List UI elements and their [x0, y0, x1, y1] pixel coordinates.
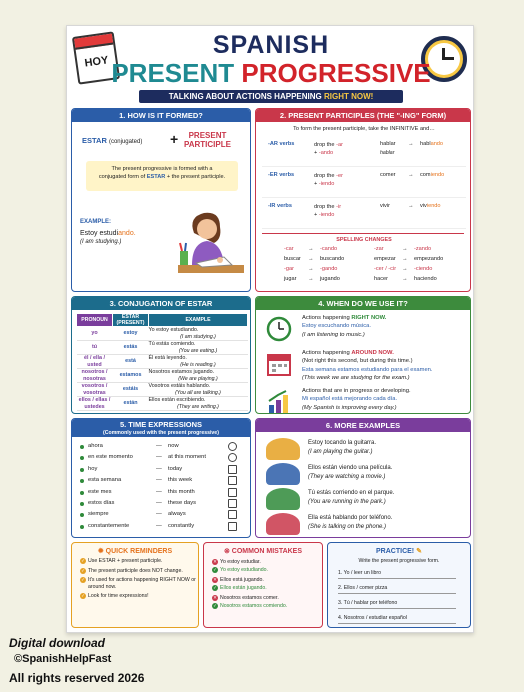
mistakes-title-text: COMMON MISTAKES	[231, 548, 303, 555]
time-row	[78, 523, 248, 533]
student-studying-illustration	[174, 205, 246, 285]
conjugated-note: (conjugated)	[108, 139, 143, 145]
rule-add: -ando	[318, 150, 334, 157]
conjugation-row	[77, 397, 248, 411]
time-row	[78, 511, 248, 521]
ending: iendo	[430, 172, 445, 178]
wrong-sentence: Ellos está jugando.	[220, 577, 264, 583]
practice-intro: Write the present progressive form.	[358, 558, 440, 564]
example-text	[308, 439, 376, 458]
stem: viv	[420, 203, 427, 209]
dash: —	[156, 443, 162, 449]
spelling-cell: empezar	[374, 256, 396, 262]
time-en: at this moment	[168, 454, 207, 461]
check-icon: ✓	[81, 567, 85, 573]
spelling-row	[262, 246, 466, 256]
title-line1: SPANISH	[212, 31, 330, 59]
conjugation-row	[77, 369, 248, 383]
x-circle-icon: ⊗	[223, 548, 232, 555]
time-en: this month	[168, 488, 195, 495]
spelling-cell: haciendo	[414, 276, 437, 282]
practice-prompt: 4. Nosotros / estudiar español	[338, 615, 407, 621]
dash: —	[156, 511, 162, 518]
spelling-cell: →	[308, 256, 314, 262]
time-en: this week	[168, 477, 193, 484]
common-mistakes	[203, 542, 323, 628]
use-heading-b: RIGHT NOW.	[351, 315, 387, 321]
estar-word: ESTAR	[82, 136, 107, 145]
spelling-cell: jugando	[320, 276, 340, 282]
use-heading	[302, 349, 468, 357]
rule	[314, 141, 343, 158]
conjugation-table	[76, 313, 248, 411]
bullet-icon	[80, 445, 84, 449]
pronoun: nosotros / nosotras	[77, 369, 113, 383]
mistakes-title	[204, 547, 322, 555]
practice-item	[338, 570, 456, 579]
use-heading: Actions that are in progress or developing.	[302, 388, 411, 394]
practice-item	[338, 585, 456, 594]
col-pronoun: PRONOUN	[77, 314, 113, 327]
example-participle	[420, 203, 441, 209]
rule-a: drop the	[314, 173, 337, 179]
example-es: Vosotros estáis hablando.	[148, 383, 211, 390]
bullet-icon	[80, 468, 84, 472]
time-es: este mes	[88, 488, 112, 495]
spelling-cell: →	[308, 246, 314, 252]
time-row	[78, 443, 248, 453]
rule-add: -iendo	[318, 212, 335, 219]
mistake-item	[212, 567, 322, 574]
practice-item	[338, 615, 456, 624]
check-icon: ✓	[213, 584, 217, 590]
example-es: Estoy tocando la guitarra.	[308, 440, 377, 446]
time-en: now	[168, 443, 179, 449]
dash: —	[156, 500, 162, 506]
growth-chart-icon	[266, 389, 292, 414]
explanation-box	[86, 161, 238, 191]
participle-line2: PARTICIPLE	[184, 140, 231, 150]
use-heading-a: Actions happening	[302, 315, 352, 321]
pronoun: ellos / ellas / ustedes	[77, 397, 113, 411]
participles-intro: To form the present participle, take the INFINITIVE and…	[293, 126, 435, 132]
pronoun: vosotros / vosotras	[77, 383, 113, 397]
reminder-text: Use ESTAR + present participle.	[88, 558, 163, 564]
check-icon: ✓	[213, 602, 217, 608]
time-row	[78, 454, 248, 464]
section-conjugation-estar	[71, 296, 251, 414]
formula-participle	[184, 131, 231, 149]
example-text	[308, 514, 392, 533]
practice-item	[338, 600, 456, 609]
correct-sentence: Ellos están jugando.	[220, 584, 267, 591]
formula	[80, 129, 244, 153]
practice-prompt: 2. Ellos / comer pizza	[338, 585, 388, 591]
example-ending: ando.	[118, 230, 136, 237]
estar-form: estás	[113, 341, 149, 355]
time-icon	[228, 453, 237, 462]
example-block	[80, 219, 170, 245]
check-icon: ✓	[213, 566, 217, 572]
time-icon	[228, 499, 237, 508]
example-translation: (I am studying.)	[80, 239, 122, 245]
person-illustration	[266, 488, 300, 510]
example-item	[262, 437, 466, 461]
reminder-item	[80, 568, 198, 575]
reminder-item	[80, 577, 198, 590]
use-heading-a: Actions happening	[302, 350, 352, 356]
person-illustration	[266, 513, 300, 535]
subtitle-text: TALKING ABOUT ACTIONS HAPPENING	[168, 92, 324, 101]
example-cell	[149, 397, 248, 411]
formula-estar	[82, 136, 142, 145]
example-participle	[420, 141, 443, 147]
participle-row	[262, 199, 466, 229]
use-item-around-now	[262, 349, 466, 387]
section-title: 4. WHEN DO WE USE IT?	[256, 297, 470, 310]
spelling-cell: →	[402, 256, 408, 262]
quick-reminders	[71, 542, 199, 628]
bullet-icon	[80, 513, 84, 517]
time-row	[78, 466, 248, 476]
stem: com	[420, 172, 431, 178]
section-how-formed	[71, 108, 251, 292]
time-en: these days	[168, 500, 197, 506]
spelling-cell: -gando	[320, 266, 338, 272]
dash: —	[156, 488, 162, 495]
explanation-b: conjugated form of	[98, 174, 147, 181]
rule-b: +	[314, 212, 319, 219]
participle-row	[262, 137, 466, 167]
dash: —	[156, 477, 162, 484]
spelling-cell: -gar	[284, 266, 294, 272]
example-en: (We are playing.)	[178, 375, 218, 382]
use-example: Mi español está mejorando cada día.	[302, 396, 398, 403]
spelling-cell: →	[402, 266, 408, 272]
example-en: (You are running in the park.)	[308, 499, 386, 506]
pronoun: él / ella / usted	[77, 355, 113, 369]
spelling-title: SPELLING CHANGES	[336, 237, 392, 243]
arrow: →	[408, 172, 414, 178]
example-text	[308, 489, 394, 508]
example-item	[262, 487, 466, 511]
section-time-expressions	[71, 418, 251, 538]
example-cell	[149, 341, 248, 355]
person-illustration	[266, 438, 300, 460]
plus-sign: +	[170, 131, 179, 147]
time-es: en este momento	[88, 454, 133, 461]
time-icon	[228, 510, 237, 519]
stem: habl	[420, 141, 431, 147]
arrow: →	[408, 203, 414, 209]
pronoun: tú	[77, 341, 113, 355]
example-en: (You all are talking.)	[175, 389, 221, 396]
use-translation: (My Spanish is improving every day.)	[302, 404, 397, 411]
use-translation: (This week we are studying for the exam.)	[302, 375, 410, 382]
participle-line1: PRESENT	[188, 131, 227, 140]
time-es: estos días	[88, 500, 115, 506]
time-row	[78, 477, 248, 487]
time-es: hoy	[88, 465, 98, 472]
calendar-label: HOY	[83, 54, 110, 70]
reminder-text: It's used for actions happening RIGHT NOW or around now.	[88, 577, 196, 590]
reminders-title-text: QUICK REMINDERS	[105, 548, 173, 555]
x-icon: ✕	[213, 577, 217, 582]
rule-b: +	[314, 150, 319, 157]
example-sub: hablar	[380, 150, 395, 156]
bullet-icon	[80, 491, 84, 495]
time-icon	[228, 476, 237, 485]
section-title: 2. PRESENT PARTICIPLES (THE "-ING" FORM)	[256, 109, 470, 122]
example-en: (He is reading.)	[180, 361, 216, 368]
check-icon: ✓	[81, 577, 85, 582]
time-icon	[228, 465, 237, 474]
example-es: Ellos están escribiendo.	[148, 397, 206, 404]
rule-drop: -ir	[336, 204, 342, 210]
example-label: EXAMPLE:	[80, 219, 112, 225]
example-participle	[420, 172, 444, 178]
time-row	[78, 489, 248, 499]
practice-prompt: 3. Tú / hablar por teléfono	[338, 600, 398, 606]
conjugation-row	[77, 355, 248, 369]
example-text	[308, 464, 392, 483]
example-cell	[149, 383, 248, 397]
section-when-use	[255, 296, 471, 414]
rule-a: drop the	[314, 204, 337, 210]
poster	[66, 25, 474, 633]
reminder-item	[80, 558, 198, 565]
spelling-cell: hacer	[374, 276, 388, 282]
example-infinitive: comer	[380, 172, 396, 178]
example-es: Tú estás corriendo en el parque.	[308, 490, 395, 496]
spelling-cell: empezando	[414, 256, 444, 262]
time-en: today	[168, 465, 183, 472]
spelling-cell: →	[308, 266, 314, 272]
example-es: Ella está hablando por teléfono.	[308, 515, 393, 521]
footer-digital-download: Digital download	[9, 636, 105, 650]
footer-rights: All rights reserved 2026	[9, 671, 145, 685]
mistake-item	[212, 603, 322, 610]
practice-prompt: 1. Yo / leer un libro	[338, 570, 381, 576]
verb-type: -AR verbs	[268, 141, 295, 147]
spelling-cell: buscando	[320, 256, 345, 262]
time-icon	[228, 442, 237, 451]
example-cell	[149, 355, 248, 369]
section-title-block	[72, 419, 250, 437]
section-title: 3. CONJUGATION OF ESTAR	[72, 297, 250, 310]
subtitle-highlight: RIGHT NOW!	[323, 92, 374, 101]
use-heading	[302, 314, 468, 322]
wrong-sentence: Nosotros estamos comer.	[220, 595, 279, 601]
dash: —	[156, 454, 162, 461]
rule	[314, 203, 341, 220]
example-cell	[149, 327, 248, 341]
use-translation: (I am listening to music.)	[302, 331, 365, 338]
spelling-row	[262, 256, 466, 266]
example-en: (She is talking on the phone.)	[308, 524, 387, 531]
clock-icon	[266, 316, 292, 342]
example-stem: estudi	[99, 230, 119, 237]
example-en: (You are eating.)	[178, 347, 218, 354]
bullet-icon	[80, 502, 84, 506]
conjugation-row	[77, 327, 248, 341]
divider	[262, 233, 464, 234]
reminder-item	[80, 593, 198, 600]
ending: ando	[430, 141, 444, 147]
practice-title-text: PRACTICE!	[376, 548, 415, 555]
rule-add: -iendo	[318, 181, 335, 188]
verb-type: -IR verbs	[268, 203, 292, 209]
header	[67, 26, 474, 104]
arrow: →	[408, 141, 414, 147]
example-es: Nosotros estamos jugando.	[148, 369, 215, 376]
wrong-sentence: Yo estoy estudiar.	[220, 559, 261, 565]
section-subtitle: (Commonly used with the present progressive)	[103, 430, 219, 436]
explanation-c: + the present participle.	[165, 174, 226, 181]
time-es: ahora	[88, 443, 103, 449]
title-line2	[67, 58, 474, 89]
use-item-right-now	[262, 314, 466, 346]
mistake-item	[212, 559, 322, 566]
pronoun: yo	[77, 327, 113, 341]
time-icon	[228, 522, 237, 531]
example-es: Ellos están viendo una película.	[308, 465, 393, 471]
example-cell	[149, 369, 248, 383]
example-item	[262, 512, 466, 536]
dash: —	[156, 465, 162, 472]
participle-row	[262, 168, 466, 198]
rule	[314, 172, 343, 189]
footer-copyright: ©SpanishHelpFast	[14, 653, 112, 665]
conjugation-row	[77, 341, 248, 355]
spelling-cell: -car	[284, 246, 294, 252]
spelling-row	[262, 276, 466, 286]
explanation-a: The present progressive is formed with a	[111, 166, 213, 172]
bullet-icon	[80, 525, 84, 529]
time-es: esta semana	[88, 477, 122, 484]
correct-sentence: Yo estoy estudiando.	[220, 566, 268, 573]
verb-type: -ER verbs	[268, 172, 295, 178]
pencil-icon: ✎	[416, 548, 422, 555]
title-progressive: PROGRESSIVE	[241, 58, 431, 88]
spelling-cell: -zando	[414, 246, 432, 252]
time-es: siempre	[88, 511, 109, 518]
mistake-item	[212, 577, 322, 584]
example-sentence	[80, 230, 170, 237]
spelling-cell: →	[308, 276, 314, 282]
correct-sentence: Nosotros estamos comiendo.	[220, 602, 288, 609]
estar-form: estamos	[113, 369, 149, 383]
mistake-item	[212, 595, 322, 602]
person-illustration	[266, 463, 300, 485]
section-more-examples	[255, 418, 471, 538]
spelling-cell: →	[402, 276, 408, 282]
spelling-row	[262, 266, 466, 276]
calendar-icon	[266, 351, 292, 377]
section-title: 6. MORE EXAMPLES	[256, 419, 470, 432]
ending: iendo	[426, 203, 441, 209]
x-icon: ✕	[213, 595, 217, 600]
estar-form: están	[113, 397, 149, 411]
example-es: Yo estoy estudiando.	[148, 327, 199, 334]
spelling-cell: →	[402, 246, 408, 252]
rule-drop: -er	[336, 173, 343, 179]
subtitle-bar	[139, 90, 403, 103]
use-note: (Not right this second, but during this time.)	[302, 358, 413, 365]
section-title: 5. TIME EXPRESSIONS	[119, 420, 203, 429]
example-es: Él está leyendo.	[148, 355, 187, 362]
use-item-in-progress	[262, 387, 466, 414]
explanation-estar: ESTAR	[146, 174, 166, 181]
estar-form: estáis	[113, 383, 149, 397]
col-estar: ESTAR (PRESENT)	[113, 314, 149, 327]
estar-form: estoy	[113, 327, 149, 341]
col-example: EXAMPLE	[149, 314, 248, 327]
section-present-participles	[255, 108, 471, 292]
reminder-text: The present participle does NOT change.	[88, 567, 183, 574]
check-icon: ✓	[81, 593, 85, 598]
reminders-title	[72, 547, 198, 555]
spelling-cell: -cer / -cir	[374, 266, 397, 272]
spelling-cell: buscar	[284, 256, 301, 262]
example-en: (I am playing the guitar.)	[308, 449, 373, 456]
rule-drop: -ar	[336, 142, 343, 148]
title-present: PRESENT	[111, 58, 235, 88]
mistake-item	[212, 585, 322, 592]
practice	[327, 542, 471, 628]
lightbulb-icon: ✹	[97, 548, 106, 555]
rule-a: drop the	[314, 142, 337, 148]
conjugation-row	[77, 383, 248, 397]
estar-form: está	[113, 355, 149, 369]
example-infinitive: vivir	[380, 203, 390, 209]
bullet-icon	[80, 456, 84, 460]
time-en: constantly	[168, 522, 195, 529]
time-en: always	[168, 511, 186, 518]
bullet-icon	[80, 479, 84, 483]
example-en: (I am studying.)	[180, 333, 216, 340]
use-example: Esta semana estamos estudiando para el examen.	[302, 366, 433, 373]
time-icon	[228, 488, 237, 497]
spelling-cell: -ciendo	[414, 266, 433, 272]
example-en: (They are watching a movie.)	[308, 474, 386, 481]
spelling-cell: -zar	[374, 246, 384, 252]
spelling-cell: -cando	[320, 246, 338, 252]
reminder-text: Look for time expressions!	[88, 593, 149, 599]
example-infinitive: hablar	[380, 141, 396, 147]
use-example: Estoy escuchando música.	[302, 323, 371, 330]
check-icon: ✓	[81, 558, 85, 563]
example-item	[262, 462, 466, 486]
use-heading-b: AROUND NOW.	[351, 350, 394, 356]
time-row	[78, 500, 248, 510]
rule-b: +	[314, 181, 319, 188]
dash: —	[156, 522, 162, 529]
spelling-cell: jugar	[284, 276, 297, 282]
example-es: Tú estás comiendo.	[148, 341, 196, 348]
practice-title	[328, 547, 470, 555]
section-title: 1. HOW IS IT FORMED?	[72, 109, 250, 122]
x-icon: ✕	[213, 559, 217, 564]
example-en: (They are writing.)	[177, 403, 219, 410]
time-es: constantemente	[88, 522, 130, 529]
example-a: Estoy	[80, 230, 100, 237]
